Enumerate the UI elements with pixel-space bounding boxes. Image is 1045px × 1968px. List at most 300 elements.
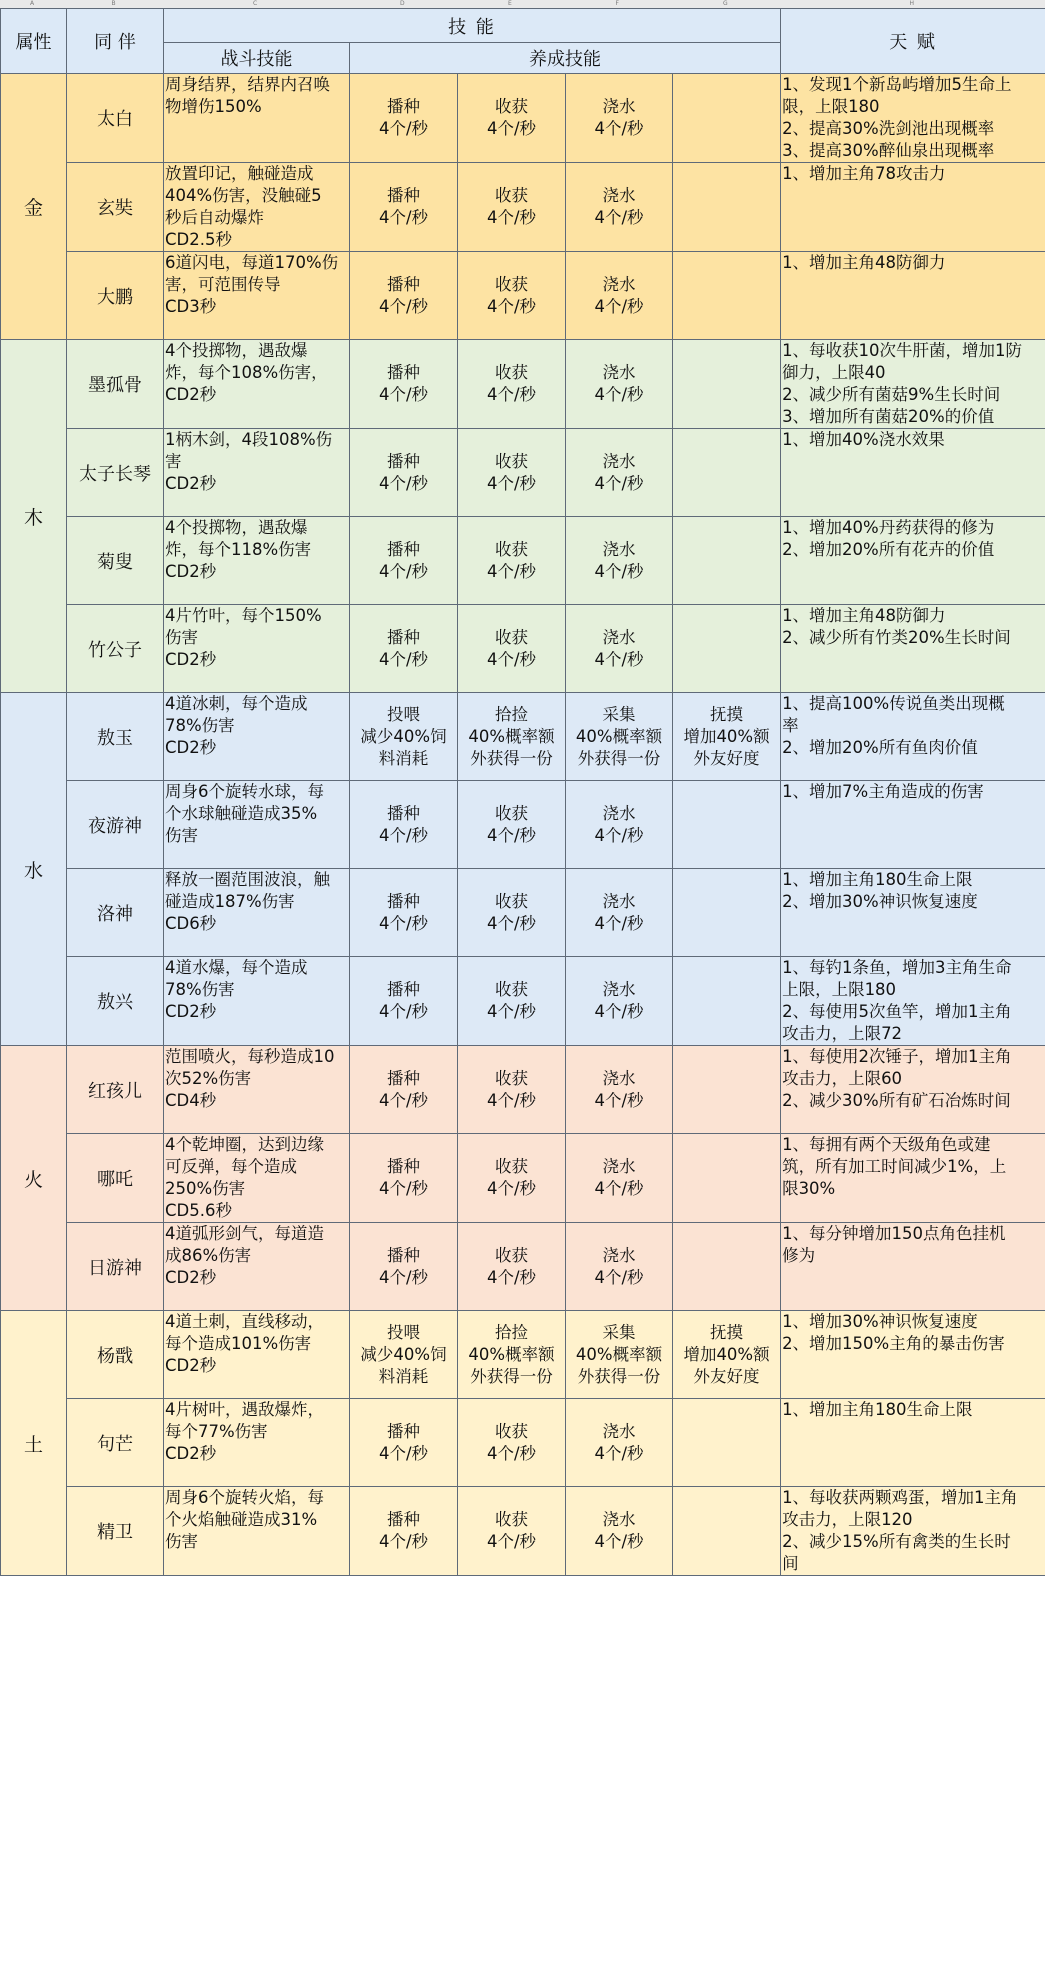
text-line: 播种 [387, 539, 420, 559]
cultivation-skill-cell [350, 957, 458, 1046]
text-line: 4个/秒 [378, 385, 429, 404]
text-line: 4个/秒 [594, 649, 644, 669]
cultivation-skill-cell [673, 429, 781, 517]
companion-name: 敖玉 [67, 693, 164, 781]
text-line: 4个/秒 [378, 561, 429, 581]
text-line: 2、增加20%所有花卉的价值 [782, 540, 995, 559]
text-line: 每个造成101%伤害 [165, 1334, 312, 1353]
text-line: CD3秒 [165, 297, 217, 316]
table-row [1, 517, 1045, 605]
header-attribute: 属性 [1, 9, 67, 74]
text-line: 2、减少所有菌菇9%生长时间 [782, 385, 1001, 404]
text-line: 收获 [495, 451, 528, 471]
cultivation-skill-cell [350, 252, 458, 340]
column-letter: C [253, 0, 258, 7]
text-line: 炸，每个108%伤害， [165, 363, 328, 382]
text-line: 4个/秒 [378, 296, 429, 316]
cultivation-skill-cell [673, 605, 781, 693]
companion-name: 杨戬 [67, 1311, 164, 1399]
text-line: 收获 [495, 1157, 528, 1176]
attribute-cell: 火 [1, 1046, 67, 1311]
text-line: 1柄木剑，4段108%伤 [165, 430, 333, 449]
combat-skill-cell [164, 163, 350, 252]
text-line: 收获 [495, 1245, 528, 1265]
text-line: 外获得一份 [470, 1366, 553, 1386]
text-line: 4个/秒 [486, 825, 537, 845]
text-line: 播种 [387, 1245, 420, 1265]
text-line: 周身6个旋转火焰，每 [165, 1488, 324, 1507]
cultivation-skill-cell [458, 1134, 566, 1223]
text-line: CD2秒 [165, 385, 217, 404]
companion-name: 菊叟 [67, 517, 164, 605]
text-line: 4个/秒 [594, 561, 644, 581]
text-line: 4个/秒 [486, 119, 537, 138]
text-line: 4个/秒 [486, 385, 537, 404]
text-line: 外获得一份 [577, 748, 661, 768]
text-line: 1、每使用2次锤子，增加1主角 [782, 1047, 1012, 1066]
text-line: 拾捡 [495, 1322, 528, 1342]
text-line: 外友好度 [693, 1366, 760, 1386]
text-line: 周身6个旋转水球，每 [165, 782, 324, 801]
text-line: CD2秒 [165, 650, 217, 669]
text-line: 浇水 [602, 627, 636, 647]
companion-name: 夜游神 [67, 781, 164, 869]
cultivation-skill-cell [566, 1487, 673, 1576]
text-line: 4个/秒 [486, 1532, 537, 1551]
text-line: 范围喷火，每秒造成10 [165, 1047, 335, 1066]
text-line: 秒后自动爆炸 [165, 208, 264, 227]
cultivation-skill-cell [673, 1487, 781, 1576]
combat-skill-cell [164, 1134, 350, 1223]
combat-skill-cell [164, 252, 350, 340]
cultivation-skill-cell [566, 517, 673, 605]
text-line: 4个/秒 [594, 473, 644, 493]
text-line: 1、发现1个新岛屿增加5生命上 [782, 75, 1012, 94]
text-line: 炸，每个118%伤害 [165, 540, 312, 559]
text-line: 4个/秒 [486, 296, 537, 316]
text-line: 投喂 [387, 1322, 420, 1342]
text-line: 播种 [387, 1068, 420, 1088]
text-line: 4个/秒 [378, 649, 429, 669]
text-line: 采集 [602, 704, 636, 724]
text-line: 修为 [782, 1246, 816, 1265]
header-cultivation-skill: 养成技能 [350, 43, 781, 74]
text-line: 浇水 [602, 1068, 636, 1088]
text-line: 4个/秒 [594, 1179, 644, 1198]
companion-name: 句芒 [67, 1399, 164, 1487]
cultivation-skill-cell [566, 1399, 673, 1487]
text-line: 浇水 [602, 980, 636, 999]
text-line: 碰造成187%伤害 [165, 892, 295, 911]
text-line: 采集 [602, 1322, 636, 1342]
text-line: 收获 [495, 1068, 528, 1088]
text-line: CD2秒 [165, 474, 217, 493]
text-line: 4个/秒 [378, 1179, 429, 1198]
text-line: 收获 [495, 980, 528, 999]
text-line: 4个/秒 [378, 913, 429, 933]
text-line: 播种 [387, 1421, 420, 1441]
text-line: 4个/秒 [594, 385, 644, 404]
cultivation-skill-cell [350, 1046, 458, 1134]
text-line: CD2.5秒 [165, 230, 232, 249]
cultivation-skill-cell [673, 1311, 781, 1399]
text-line: 40%概率额 [575, 726, 663, 746]
talent-cell [781, 605, 1045, 693]
table-row [1, 1311, 1045, 1399]
text-line: 投喂 [387, 704, 420, 724]
text-line: 4道弧形剑气，每道造 [165, 1224, 324, 1243]
cultivation-skill-cell [566, 252, 673, 340]
companion-name: 墨孤骨 [67, 340, 164, 429]
table-row [1, 1134, 1045, 1223]
cultivation-skill-cell [458, 605, 566, 693]
companion-name: 日游神 [67, 1223, 164, 1311]
text-line: 料消耗 [378, 748, 429, 768]
text-line: 1、每拥有两个天级角色或建 [782, 1135, 991, 1154]
cultivation-skill-cell [350, 869, 458, 957]
text-line: 收获 [495, 186, 528, 205]
cultivation-skill-cell [566, 957, 673, 1046]
cultivation-skill-cell [458, 1399, 566, 1487]
cultivation-skill-cell [458, 340, 566, 429]
text-line: 播种 [387, 891, 420, 911]
text-line: 播种 [387, 627, 420, 647]
cultivation-skill-cell [673, 163, 781, 252]
cultivation-skill-cell [458, 163, 566, 252]
text-line: 限，上限180 [782, 97, 880, 116]
cultivation-skill-cell [350, 340, 458, 429]
text-line: 释放一圈范围波浪，触 [165, 870, 330, 889]
text-line: 4个/秒 [486, 208, 537, 227]
combat-skill-cell [164, 1487, 350, 1576]
cultivation-skill-cell [673, 957, 781, 1046]
text-line: 3、提高30%醉仙泉出现概率 [782, 141, 995, 160]
text-line: 筑，所有加工时间减少1%，上 [782, 1157, 1007, 1176]
cultivation-skill-cell [566, 1223, 673, 1311]
cultivation-skill-cell [458, 781, 566, 869]
text-line: 播种 [387, 980, 420, 999]
cultivation-skill-cell [566, 693, 673, 781]
text-line: 4个/秒 [486, 1443, 537, 1463]
attribute-cell: 土 [1, 1311, 67, 1576]
text-line: 4个/秒 [594, 208, 644, 227]
text-line: 外获得一份 [577, 1366, 661, 1386]
cultivation-skill-cell [458, 957, 566, 1046]
cultivation-skill-cell [566, 781, 673, 869]
text-line: 4个/秒 [594, 1002, 644, 1021]
text-line: 4个/秒 [594, 1443, 644, 1463]
text-line: 4个/秒 [486, 913, 537, 933]
column-letter: E [508, 0, 512, 7]
column-letter: F [615, 0, 619, 7]
text-line: 料消耗 [378, 1366, 429, 1386]
text-line: CD2秒 [165, 1002, 217, 1021]
text-line: 3、增加所有菌菇20%的价值 [782, 407, 995, 426]
talent-cell [781, 1399, 1045, 1487]
text-line: 浇水 [602, 1510, 636, 1529]
companion-name: 洛神 [67, 869, 164, 957]
text-line: 2、减少15%所有禽类的生长时 [782, 1532, 1011, 1551]
cultivation-skill-cell [350, 1399, 458, 1487]
text-line: 404%伤害，没触碰5 [165, 186, 322, 205]
cultivation-skill-cell [673, 252, 781, 340]
text-line: 1、增加主角180生命上限 [782, 870, 973, 889]
cultivation-skill-cell [350, 781, 458, 869]
cultivation-skill-cell [350, 605, 458, 693]
text-line: 播种 [387, 451, 420, 471]
text-line: CD5.6秒 [165, 1201, 232, 1220]
table-row [1, 252, 1045, 340]
combat-skill-cell [164, 1046, 350, 1134]
text-line: 4个/秒 [378, 1532, 429, 1551]
cultivation-skill-cell [566, 163, 673, 252]
combat-skill-cell [164, 429, 350, 517]
text-line: 4个/秒 [486, 649, 537, 669]
cultivation-skill-cell [350, 429, 458, 517]
talent-cell [781, 1311, 1045, 1399]
text-line: 浇水 [602, 1421, 636, 1441]
text-line: 减少40%饲 [360, 1344, 447, 1364]
table-row [1, 693, 1045, 781]
text-line: 减少40%饲 [360, 726, 447, 746]
attribute-cell: 水 [1, 693, 67, 1046]
header-skills: 技 能 [164, 9, 781, 43]
text-line: 4个/秒 [486, 473, 537, 493]
text-line: 周身结界，结界内召唤 [165, 75, 330, 94]
talent-cell [781, 869, 1045, 957]
table-row [1, 1487, 1045, 1576]
text-line: CD2秒 [165, 738, 217, 757]
cultivation-skill-cell [673, 1223, 781, 1311]
table-body [1, 74, 1045, 1576]
text-line: 1、增加30%神识恢复速度 [782, 1312, 978, 1331]
combat-skill-cell [164, 1223, 350, 1311]
talent-cell [781, 1046, 1045, 1134]
cultivation-skill-cell [673, 693, 781, 781]
text-line: 收获 [495, 274, 528, 294]
cultivation-skill-cell [566, 869, 673, 957]
text-line: 收获 [495, 363, 528, 382]
cultivation-skill-cell [350, 163, 458, 252]
talent-cell [781, 1487, 1045, 1576]
text-line: 2、增加150%主角的暴击伤害 [782, 1334, 1005, 1353]
text-line: 4个/秒 [378, 1002, 429, 1021]
talent-cell [781, 340, 1045, 429]
text-line: 害 [165, 452, 182, 471]
talent-cell [781, 957, 1045, 1046]
text-line: 1、每收获两颗鸡蛋，增加1主角 [782, 1488, 1018, 1507]
cultivation-skill-cell [566, 1046, 673, 1134]
cultivation-skill-cell [458, 1223, 566, 1311]
text-line: 1、增加40%丹药获得的修为 [782, 518, 995, 537]
text-line: 6道闪电，每道170%伤 [165, 253, 339, 272]
text-line: 增加40%额 [683, 726, 770, 746]
text-line: 4个/秒 [594, 119, 644, 138]
text-line: 4个/秒 [594, 825, 644, 845]
text-line: 4片树叶，遇敌爆炸， [165, 1400, 324, 1419]
cultivation-skill-cell [350, 1487, 458, 1576]
attribute-cell: 金 [1, 74, 67, 340]
text-line: 1、增加主角48防御力 [782, 606, 946, 625]
column-letter: A [30, 0, 35, 7]
text-line: 1、增加7%主角造成的伤害 [782, 782, 984, 801]
header-talent: 天 赋 [781, 9, 1045, 74]
text-line: 1、每收获10次牛肝菌，增加1防 [782, 341, 1023, 360]
column-letter: G [723, 0, 728, 7]
text-line: 40%概率额 [468, 726, 555, 746]
attribute-cell: 木 [1, 340, 67, 693]
cultivation-skill-cell [458, 74, 566, 163]
text-line: 收获 [495, 97, 528, 116]
text-line: 个火焰触碰造成31% [165, 1510, 318, 1529]
text-line: CD4秒 [165, 1091, 217, 1110]
text-line: 4个/秒 [486, 1090, 537, 1110]
text-line: 收获 [495, 1510, 528, 1529]
text-line: CD2秒 [165, 1268, 217, 1287]
combat-skill-cell [164, 957, 350, 1046]
table-row [1, 957, 1045, 1046]
combat-skill-cell [164, 693, 350, 781]
text-line: 4个/秒 [378, 119, 429, 138]
text-line: 伤害 [165, 628, 198, 647]
text-line: CD2秒 [165, 562, 217, 581]
combat-skill-cell [164, 605, 350, 693]
text-line: 40%概率额 [575, 1344, 663, 1364]
text-line: 上限，上限180 [782, 980, 897, 999]
text-line: 1、增加主角180生命上限 [782, 1400, 973, 1419]
talent-cell [781, 429, 1045, 517]
text-line: 收获 [495, 627, 528, 647]
text-line: 播种 [387, 803, 420, 823]
text-line: 播种 [387, 1157, 420, 1176]
text-line: 害，可范围传导 [165, 275, 281, 294]
text-line: 40%概率额 [468, 1344, 555, 1364]
text-line: 收获 [495, 1421, 528, 1441]
text-line: CD2秒 [165, 1356, 217, 1375]
text-line: 外友好度 [693, 748, 760, 768]
companion-name: 玄奘 [67, 163, 164, 252]
companion-name: 精卫 [67, 1487, 164, 1576]
text-line: CD2秒 [165, 1444, 217, 1463]
cultivation-skill-cell [458, 1046, 566, 1134]
text-line: 2、减少30%所有矿石冶炼时间 [782, 1091, 1011, 1110]
text-line: 1、每分钟增加150点角色挂机 [782, 1224, 1006, 1243]
text-line: 浇水 [602, 97, 636, 116]
text-line: 浇水 [602, 1245, 636, 1265]
text-line: 4个/秒 [378, 1443, 429, 1463]
cultivation-skill-cell [350, 1134, 458, 1223]
talent-cell [781, 781, 1045, 869]
text-line: 4个/秒 [486, 1002, 537, 1021]
text-line: 率 [782, 716, 799, 735]
text-line: 4个/秒 [378, 473, 429, 493]
text-line: 御力，上限40 [782, 363, 886, 382]
cultivation-skill-cell [566, 1134, 673, 1223]
combat-skill-cell [164, 869, 350, 957]
text-line: 1、增加40%浇水效果 [782, 430, 945, 449]
text-line: 4个/秒 [594, 1267, 644, 1287]
table-row [1, 781, 1045, 869]
column-letter: D [400, 0, 405, 7]
combat-skill-cell [164, 340, 350, 429]
talent-cell [781, 163, 1045, 252]
talent-cell [781, 693, 1045, 781]
text-line: 78%伤害 [165, 716, 235, 735]
text-line: 2、增加30%神识恢复速度 [782, 892, 978, 911]
talent-cell [781, 1134, 1045, 1223]
companion-name: 红孩儿 [67, 1046, 164, 1134]
table-row [1, 605, 1045, 693]
table-row [1, 1223, 1045, 1311]
cultivation-skill-cell [458, 1487, 566, 1576]
text-line: 抚摸 [710, 704, 744, 724]
text-line: 2、每使用5次鱼竿，增加1主角 [782, 1002, 1012, 1021]
text-line: 攻击力，上限120 [782, 1510, 913, 1529]
text-line: 播种 [387, 1510, 420, 1529]
text-line: 抚摸 [710, 1322, 744, 1342]
cultivation-skill-cell [458, 252, 566, 340]
cultivation-skill-cell [673, 1046, 781, 1134]
text-line: 伤害 [165, 826, 198, 845]
companion-name: 敖兴 [67, 957, 164, 1046]
combat-skill-cell [164, 517, 350, 605]
text-line: 4个/秒 [594, 1090, 644, 1110]
text-line: 放置印记，触碰造成 [165, 164, 314, 183]
talent-cell [781, 517, 1045, 605]
text-line: 攻击力，上限72 [782, 1024, 903, 1043]
cultivation-skill-cell [350, 517, 458, 605]
text-line: 4个/秒 [594, 1532, 644, 1551]
cultivation-skill-cell [673, 1134, 781, 1223]
header-combat-skill: 战斗技能 [164, 43, 350, 74]
text-line: 浇水 [602, 1157, 636, 1176]
table-row [1, 429, 1045, 517]
text-line: 每个77%伤害 [165, 1422, 268, 1441]
talent-cell [781, 252, 1045, 340]
cultivation-skill-cell [673, 517, 781, 605]
text-line: 浇水 [602, 186, 636, 205]
text-line: 4个投掷物，遇敌爆 [165, 341, 308, 360]
text-line: 收获 [495, 891, 528, 911]
text-line: 播种 [387, 363, 420, 382]
combat-skill-cell [164, 1311, 350, 1399]
text-line: 4个/秒 [378, 825, 429, 845]
text-line: 成86%伤害 [165, 1246, 252, 1265]
header-companion: 同 伴 [67, 9, 164, 74]
text-line: 2、减少所有竹类20%生长时间 [782, 628, 1011, 647]
text-line: 浇水 [602, 803, 636, 823]
cultivation-skill-cell [673, 869, 781, 957]
text-line: 浇水 [602, 274, 636, 294]
table-row [1, 74, 1045, 163]
cultivation-skill-cell [673, 340, 781, 429]
companion-name: 哪吒 [67, 1134, 164, 1223]
text-line: 4个/秒 [594, 296, 644, 316]
text-line: 2、增加20%所有鱼肉价值 [782, 738, 978, 757]
cultivation-skill-cell [673, 781, 781, 869]
cultivation-skill-cell [566, 74, 673, 163]
cultivation-skill-cell [350, 693, 458, 781]
cultivation-skill-cell [673, 74, 781, 163]
column-letter: B [111, 0, 116, 7]
cultivation-skill-cell [350, 74, 458, 163]
table-row [1, 869, 1045, 957]
table-row [1, 1046, 1045, 1134]
text-line: 2、提高30%洗剑池出现概率 [782, 119, 995, 138]
text-line: 78%伤害 [165, 980, 235, 999]
column-letter: H [909, 0, 915, 7]
cultivation-skill-cell [458, 693, 566, 781]
